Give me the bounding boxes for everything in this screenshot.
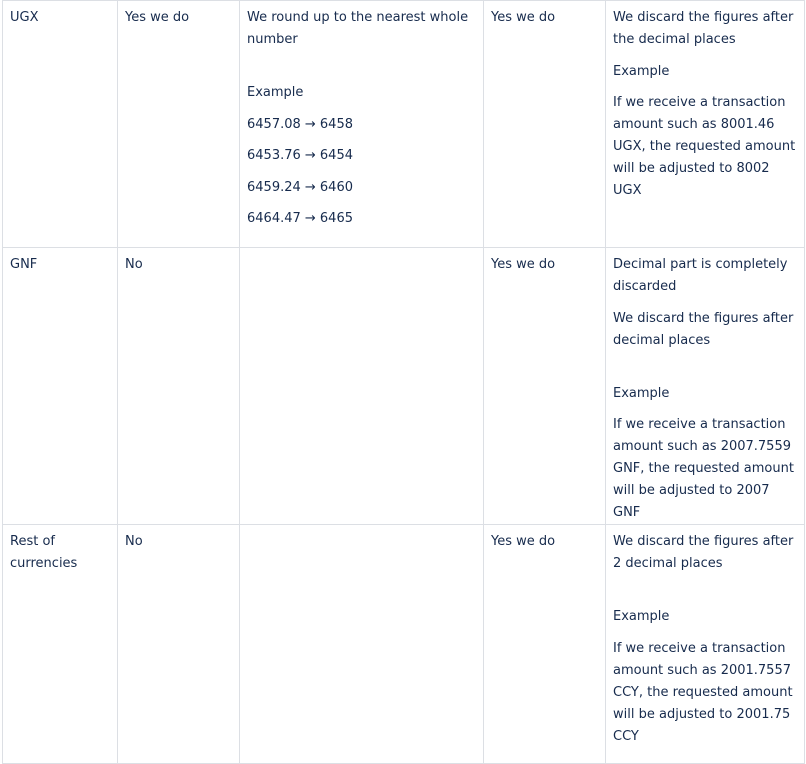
rounding-rule-text: We round up to the nearest whole number (247, 10, 469, 47)
rounding-rule-cell (240, 1, 484, 248)
table-row-gnf (3, 248, 805, 525)
example-line: 6464.47 → 6465 (247, 211, 353, 226)
description-cell (606, 1, 805, 248)
rounding-rule-cell (240, 525, 484, 764)
example-text: If we receive a transaction amount such as 2007.7559 GNF, the requested amount will be adjusted to 2007 GNF (613, 417, 794, 520)
currency-code: GNF (10, 257, 38, 272)
description-cell (606, 525, 805, 764)
table-cell (484, 1, 606, 248)
table-cell (118, 248, 240, 525)
cell-text: No (125, 534, 143, 549)
description-text: Decimal part is completely discarded (613, 257, 788, 294)
cell-text: Yes we do (125, 10, 190, 25)
table-row-ugx (3, 1, 805, 248)
cell-text: Yes we do (491, 534, 556, 549)
description-text: We discard the figures after 2 decimal places (613, 534, 794, 571)
example-line: 6459.24 → 6460 (247, 179, 353, 195)
currency-cell (3, 1, 118, 248)
example-text: If we receive a transaction amount such as 8001.46 UGX, the requested amount will be adjusted to 8002 UGX (613, 95, 796, 198)
currency-cell (3, 525, 118, 764)
description-text: We discard the figures after decimal places (613, 310, 794, 348)
example-line: 6457.08 → 6458 (247, 116, 353, 132)
description-cell (606, 248, 805, 525)
example-text: If we receive a transaction amount such as 2001.7557 CCY, the requested amount will be adjusted to 2001.75 CCY (613, 640, 793, 744)
cell-text: No (125, 257, 143, 272)
example-line: 6453.76 → 6454 (247, 148, 353, 163)
table-row-rest-of-currencies (3, 525, 805, 764)
table-cell (118, 1, 240, 248)
currency-rounding-table (2, 0, 805, 764)
table-cell (484, 525, 606, 764)
example-label: Example (247, 85, 304, 100)
rounding-rule-cell (240, 248, 484, 525)
currency-code: UGX (10, 10, 39, 25)
example-label: Example (613, 385, 670, 401)
description-text: We discard the figures after the decimal places (613, 10, 794, 47)
table-cell (118, 525, 240, 764)
currency-code: Rest of currencies (10, 534, 78, 571)
example-label: Example (613, 609, 670, 624)
cell-text: Yes we do (491, 257, 556, 272)
cell-text: Yes we do (491, 10, 556, 25)
currency-cell (3, 248, 118, 525)
example-label: Example (613, 63, 670, 79)
table-cell (484, 248, 606, 525)
